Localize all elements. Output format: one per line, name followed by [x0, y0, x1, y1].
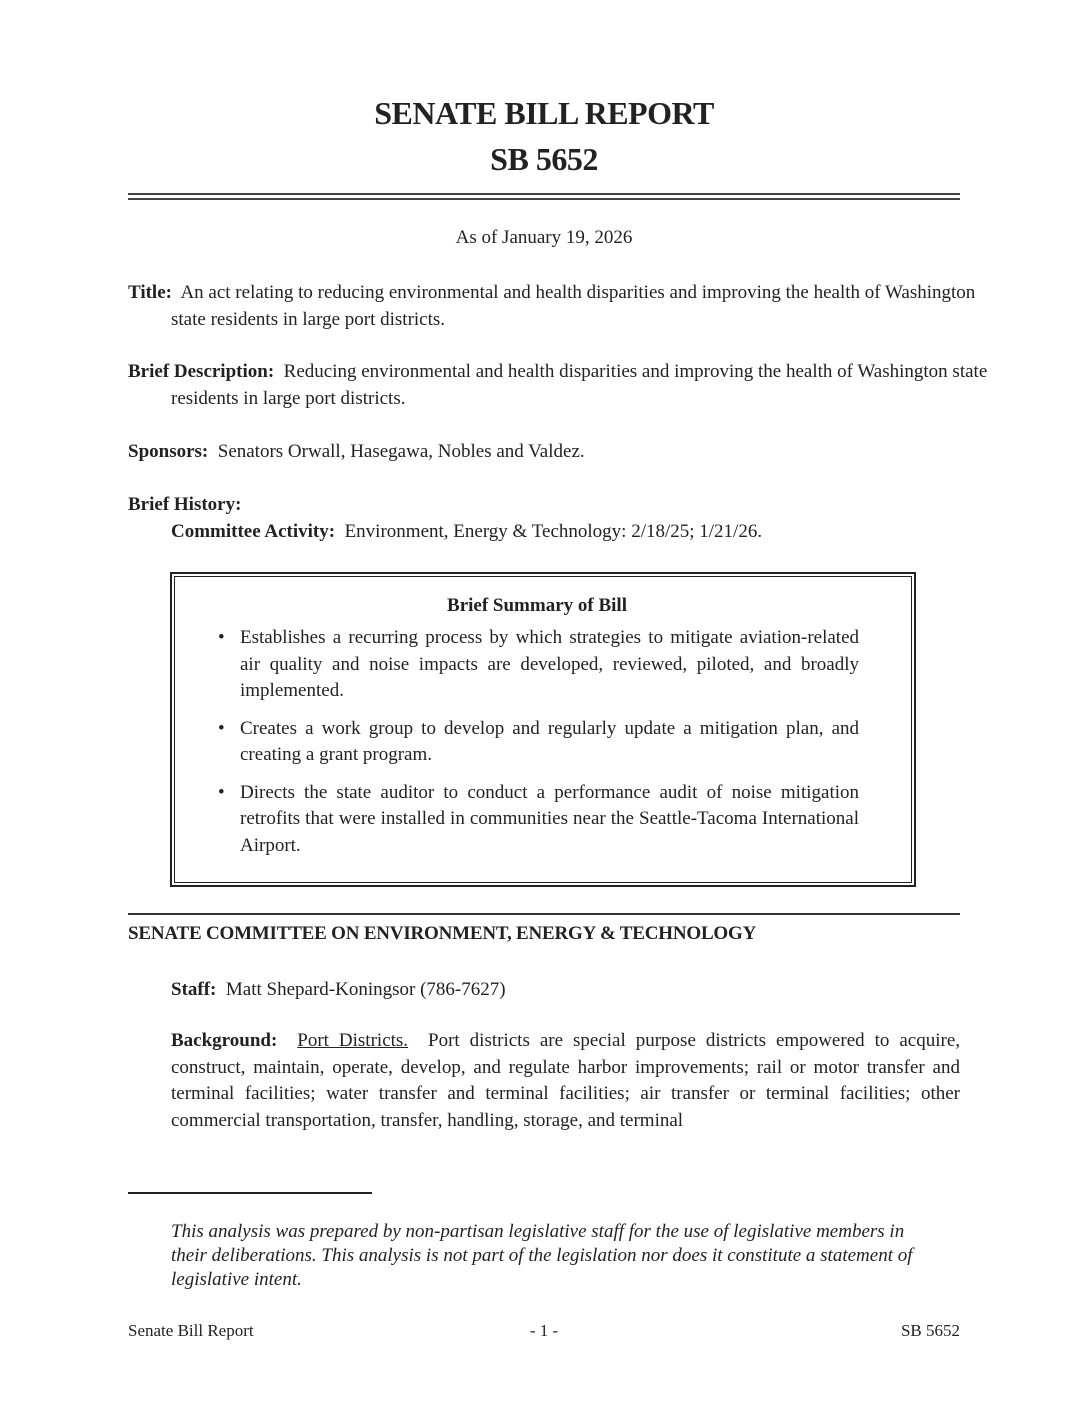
committee-activity-text: Environment, Energy & Technology: 2/18/25; 1/21/26. — [344, 521, 763, 542]
bullet-icon: • — [218, 717, 225, 739]
committee-activity — [128, 518, 960, 545]
summary-item: • Creates a work group to develop and regularly update a mitigation plan, and creating a grant program. — [218, 717, 859, 765]
disclaimer-footnote: This analysis was prepared by non-partisan legislative staff for the use of legislative members in their deliberations. This analysis is not part of the legislation nor does it constitute a statement of legislative intent. — [171, 1221, 913, 1290]
title-section — [128, 279, 1003, 333]
background-label: Background: — [171, 1030, 278, 1051]
title-text: An act relating to reducing environmental and health disparities and improving the health of Washington state residents in large port districts. — [171, 282, 976, 330]
footer-right: SB 5652 — [900, 1321, 960, 1340]
bullet-icon: • — [218, 627, 225, 648]
summary-item: • Directs the state auditor to conduct a performance audit of noise mitigation retrofits that were installed in communities near the Seattle-Tacoma International Airport. — [218, 781, 859, 856]
staff-label: Staff: — [171, 979, 217, 1000]
as-of-date: As of January 19, 2026 — [455, 227, 633, 248]
sponsors-text: Senators Orwall, Hasegawa, Nobles and Valdez. — [217, 441, 585, 462]
sponsors-label: Sponsors: — [128, 441, 209, 462]
summary-list — [215, 625, 859, 859]
background-text: Port districts are special purpose districts empowered to acquire, construct, maintain, operate, develop, and regulate harbor improvements; rail or motor transfer and terminal facilities; water transfer and terminal facilities; air transfer or terminal facilities; other commercial transportation, transfer, handling, storage, and terminal — [171, 1030, 961, 1131]
footer-page-number: - 1 - — [529, 1321, 559, 1340]
committee-activity-label: Committee Activity: — [171, 521, 336, 542]
brief-description-text: Reducing environmental and health disparities and improving the health of Washington state residents in large port districts. — [171, 361, 988, 409]
staff-line — [128, 976, 960, 1003]
brief-description-label: Brief Description: — [128, 361, 275, 382]
staff-text: Matt Shepard-Koningsor (786-7627) — [225, 979, 506, 1000]
committee-heading: SENATE COMMITTEE ON ENVIRONMENT, ENERGY & TECHNOLOGY — [128, 923, 757, 944]
summary-item: • Establishes a recurring process by which strategies to mitigate aviation-related air quality and noise impacts are developed, reviewed, piloted, and broadly implemented. — [218, 627, 859, 701]
footer-left: Senate Bill Report — [128, 1321, 254, 1340]
brief-history-label: Brief History: — [128, 494, 242, 515]
title-label: Title: — [128, 282, 172, 303]
brief-summary-title: Brief Summary of Bill — [447, 595, 627, 616]
background-subhead: Port Districts. — [297, 1030, 409, 1051]
brief-history-section — [128, 491, 960, 545]
header-double-rule — [128, 193, 960, 200]
bill-number: SB 5652 — [490, 141, 598, 177]
footnote-rule — [128, 1192, 372, 1194]
report-title: SENATE BILL REPORT — [374, 95, 714, 131]
section-rule — [128, 913, 960, 915]
brief-description-section — [128, 358, 1003, 412]
bullet-icon: • — [218, 781, 225, 803]
brief-summary-box — [170, 572, 916, 887]
sponsors-section — [128, 438, 960, 465]
background-section — [171, 1028, 960, 1134]
